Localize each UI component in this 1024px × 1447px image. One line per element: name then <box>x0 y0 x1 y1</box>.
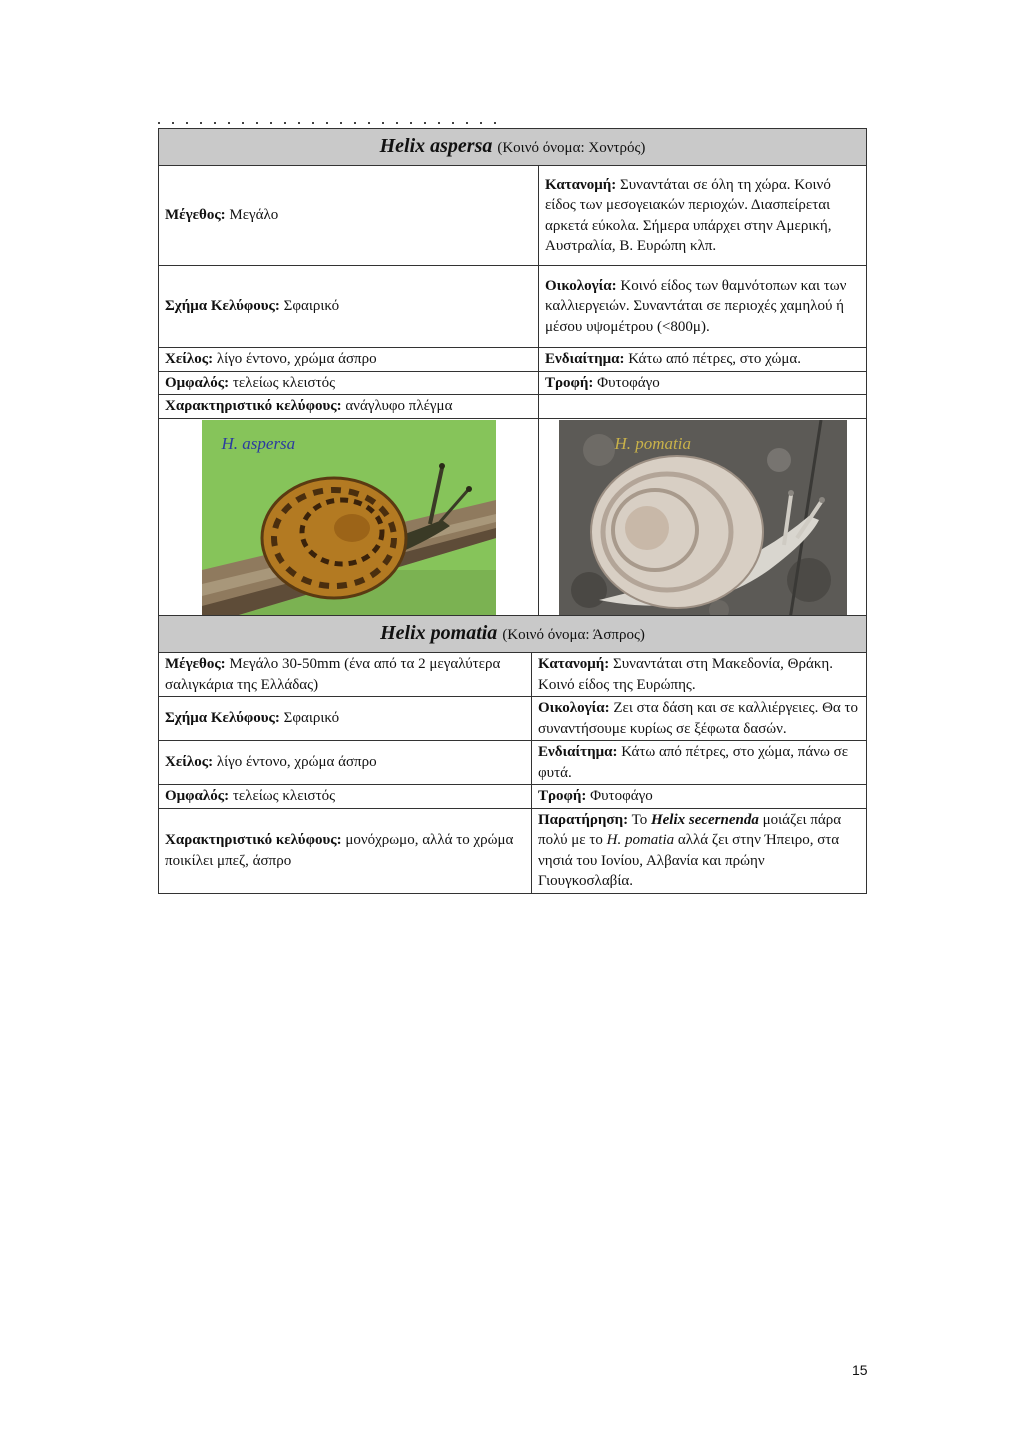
pomatia-scientific-name: Helix pomatia <box>380 622 498 644</box>
pomatia-photo <box>559 420 847 626</box>
helix-pomatia-table <box>158 615 867 894</box>
aspersa-food-cell: Τροφή: Φυτοφάγο <box>539 371 867 395</box>
pomatia-lip-cell: Χείλος: λίγο έντονο, χρώμα άσπρο <box>159 741 532 785</box>
aspersa-size-cell: Μέγεθος: Μεγάλο <box>159 166 539 266</box>
pomatia-common-name: (Κοινό όνομα: Άσπρος) <box>502 627 645 643</box>
aspersa-scientific-name: Helix aspersa <box>379 135 493 157</box>
aspersa-ecology-cell: Οικολογία: Κοινό είδος των θαμνότοπων και των καλλιεργειών. Συναντάται σε περιοχές χαμηλού ή μέσου υψομέτρου (<800μ). <box>539 266 867 348</box>
pomatia-food-cell: Τροφή: Φυτοφάγο <box>532 785 867 809</box>
pomatia-umbilicus-cell: Ομφαλός: τελείως κλειστός <box>159 785 532 809</box>
pomatia-snail-image <box>559 420 847 626</box>
pomatia-size-cell: Μέγεθος: Μεγάλο 30-50mm (ένα από τα 2 μεγαλύτερα σαλιγκάρια της Ελλάδας) <box>159 653 532 697</box>
pomatia-habitat-cell: Ενδιαίτημα: Κάτω από πέτρες, στο χώμα, πάνω σε φυτά. <box>532 741 867 785</box>
aspersa-habitat-cell: Ενδιαίτημα: Κάτω από πέτρες, στο χώμα. <box>539 348 867 372</box>
pomatia-header <box>159 616 867 653</box>
aspersa-photo <box>202 420 496 626</box>
pomatia-shell-shape-cell: Σχήμα Κελύφους: Σφαιρικό <box>159 697 532 741</box>
aspersa-photo-caption: H. aspersa <box>221 433 296 453</box>
pomatia-note-cell: Παρατήρηση: Το Helix secernenda μοιάζει πάρα πολύ με το H. pomatia αλλά ζει στην Ήπειρο, στα νησιά του Ιονίου, Αλβανία και πρώην Γιουγκοσλαβία. <box>532 808 867 893</box>
pomatia-shell-feature-cell: Χαρακτηριστικό κελύφους: μονόχρωμο, αλλά το χρώμα ποικίλει μπεζ, άσπρο <box>159 808 532 893</box>
aspersa-header <box>159 129 867 166</box>
pomatia-ecology-cell: Οικολογία: Ζει στα δάση και σε καλλιέργειες. Θα το συναντήσουμε κυρίως σε ξέφωτα δασών. <box>532 697 867 741</box>
aspersa-lip-cell: Χείλος: λίγο έντονο, χρώμα άσπρο <box>159 348 539 372</box>
aspersa-common-name: (Κοινό όνομα: Χοντρός) <box>497 140 646 156</box>
pomatia-distribution-cell: Κατανομή: Συναντάται στη Μακεδονία, Θράκη. Κοινό είδος της Ευρώπης. <box>532 653 867 697</box>
aspersa-photo-cell <box>159 418 539 627</box>
aspersa-shell-feature-cell: Χαρακτηριστικό κελύφους: ανάγλυφο πλέγμα <box>159 395 539 419</box>
pomatia-photo-cell <box>539 418 867 627</box>
aspersa-distribution-cell: Κατανομή: Συναντάται σε όλη τη χώρα. Κοινό είδος των μεσογειακών περιοχών. Διασπείρεται αρκετά εύκολα. Σήμερα υπάρχει στην Αμερική, Αυστραλία, Β. Ευρώπη κλπ. <box>539 166 867 266</box>
page-number: 15 <box>852 1362 868 1378</box>
aspersa-shell-shape-cell: Σχήμα Κελύφους: Σφαιρικό <box>159 266 539 348</box>
pomatia-photo-caption: H. pomatia <box>614 433 691 453</box>
aspersa-umbilicus-cell: Ομφαλός: τελείως κλειστός <box>159 371 539 395</box>
cropped-text-line <box>158 122 498 124</box>
helix-aspersa-table <box>158 128 867 628</box>
aspersa-empty-cell <box>539 395 867 419</box>
